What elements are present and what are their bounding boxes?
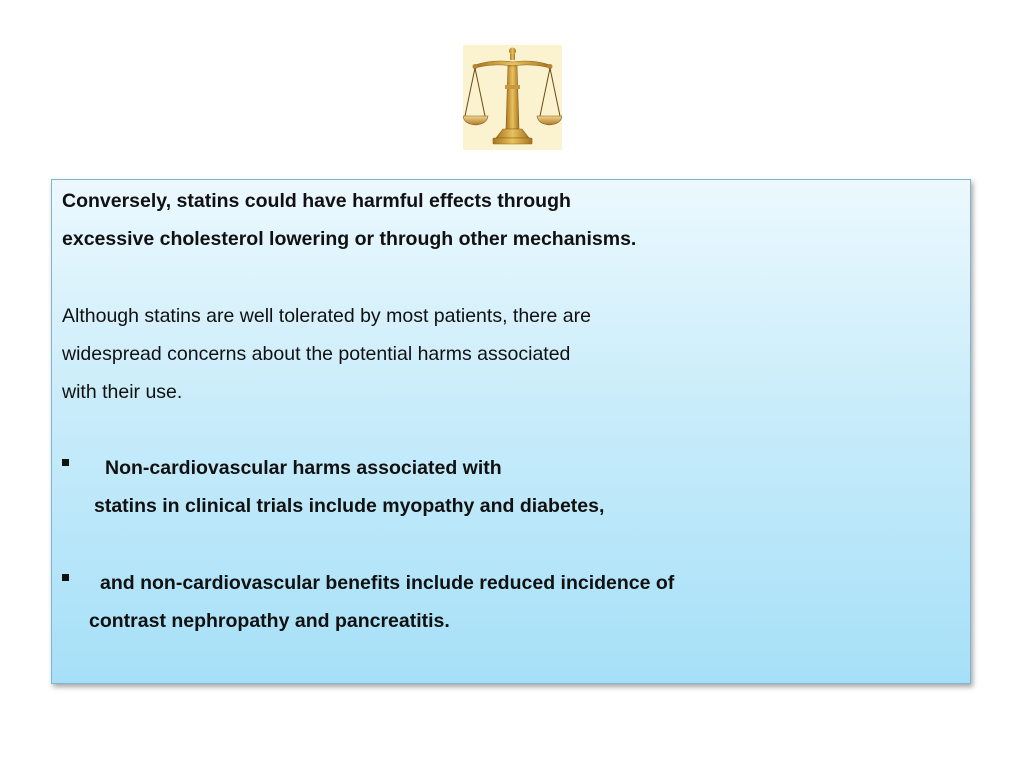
bullet-2-line-1: and non-cardiovascular benefits include reduced incidence of [100,572,675,594]
paragraph-2-line-3: with their use. [62,381,183,403]
bullet-square-icon [62,459,69,466]
bullet-2-line-2: contrast nephropathy and pancreatitis. [89,610,450,632]
paragraph-1-line-1: Conversely, statins could have harmful effects through [62,190,571,212]
paragraph-2-line-1: Although statins are well tolerated by most patients, there are [62,305,591,327]
balance-scale-icon [463,45,562,150]
content-text-box [51,179,971,684]
paragraph-2-line-2: widespread concerns about the potential harms associated [62,343,571,365]
bullet-1-line-2: statins in clinical trials include myopathy and diabetes, [94,495,605,517]
bullet-square-icon [62,574,69,581]
paragraph-1-line-2: excessive cholesterol lowering or through other mechanisms. [62,228,637,250]
bullet-1-line-1: Non-cardiovascular harms associated with [105,457,502,479]
